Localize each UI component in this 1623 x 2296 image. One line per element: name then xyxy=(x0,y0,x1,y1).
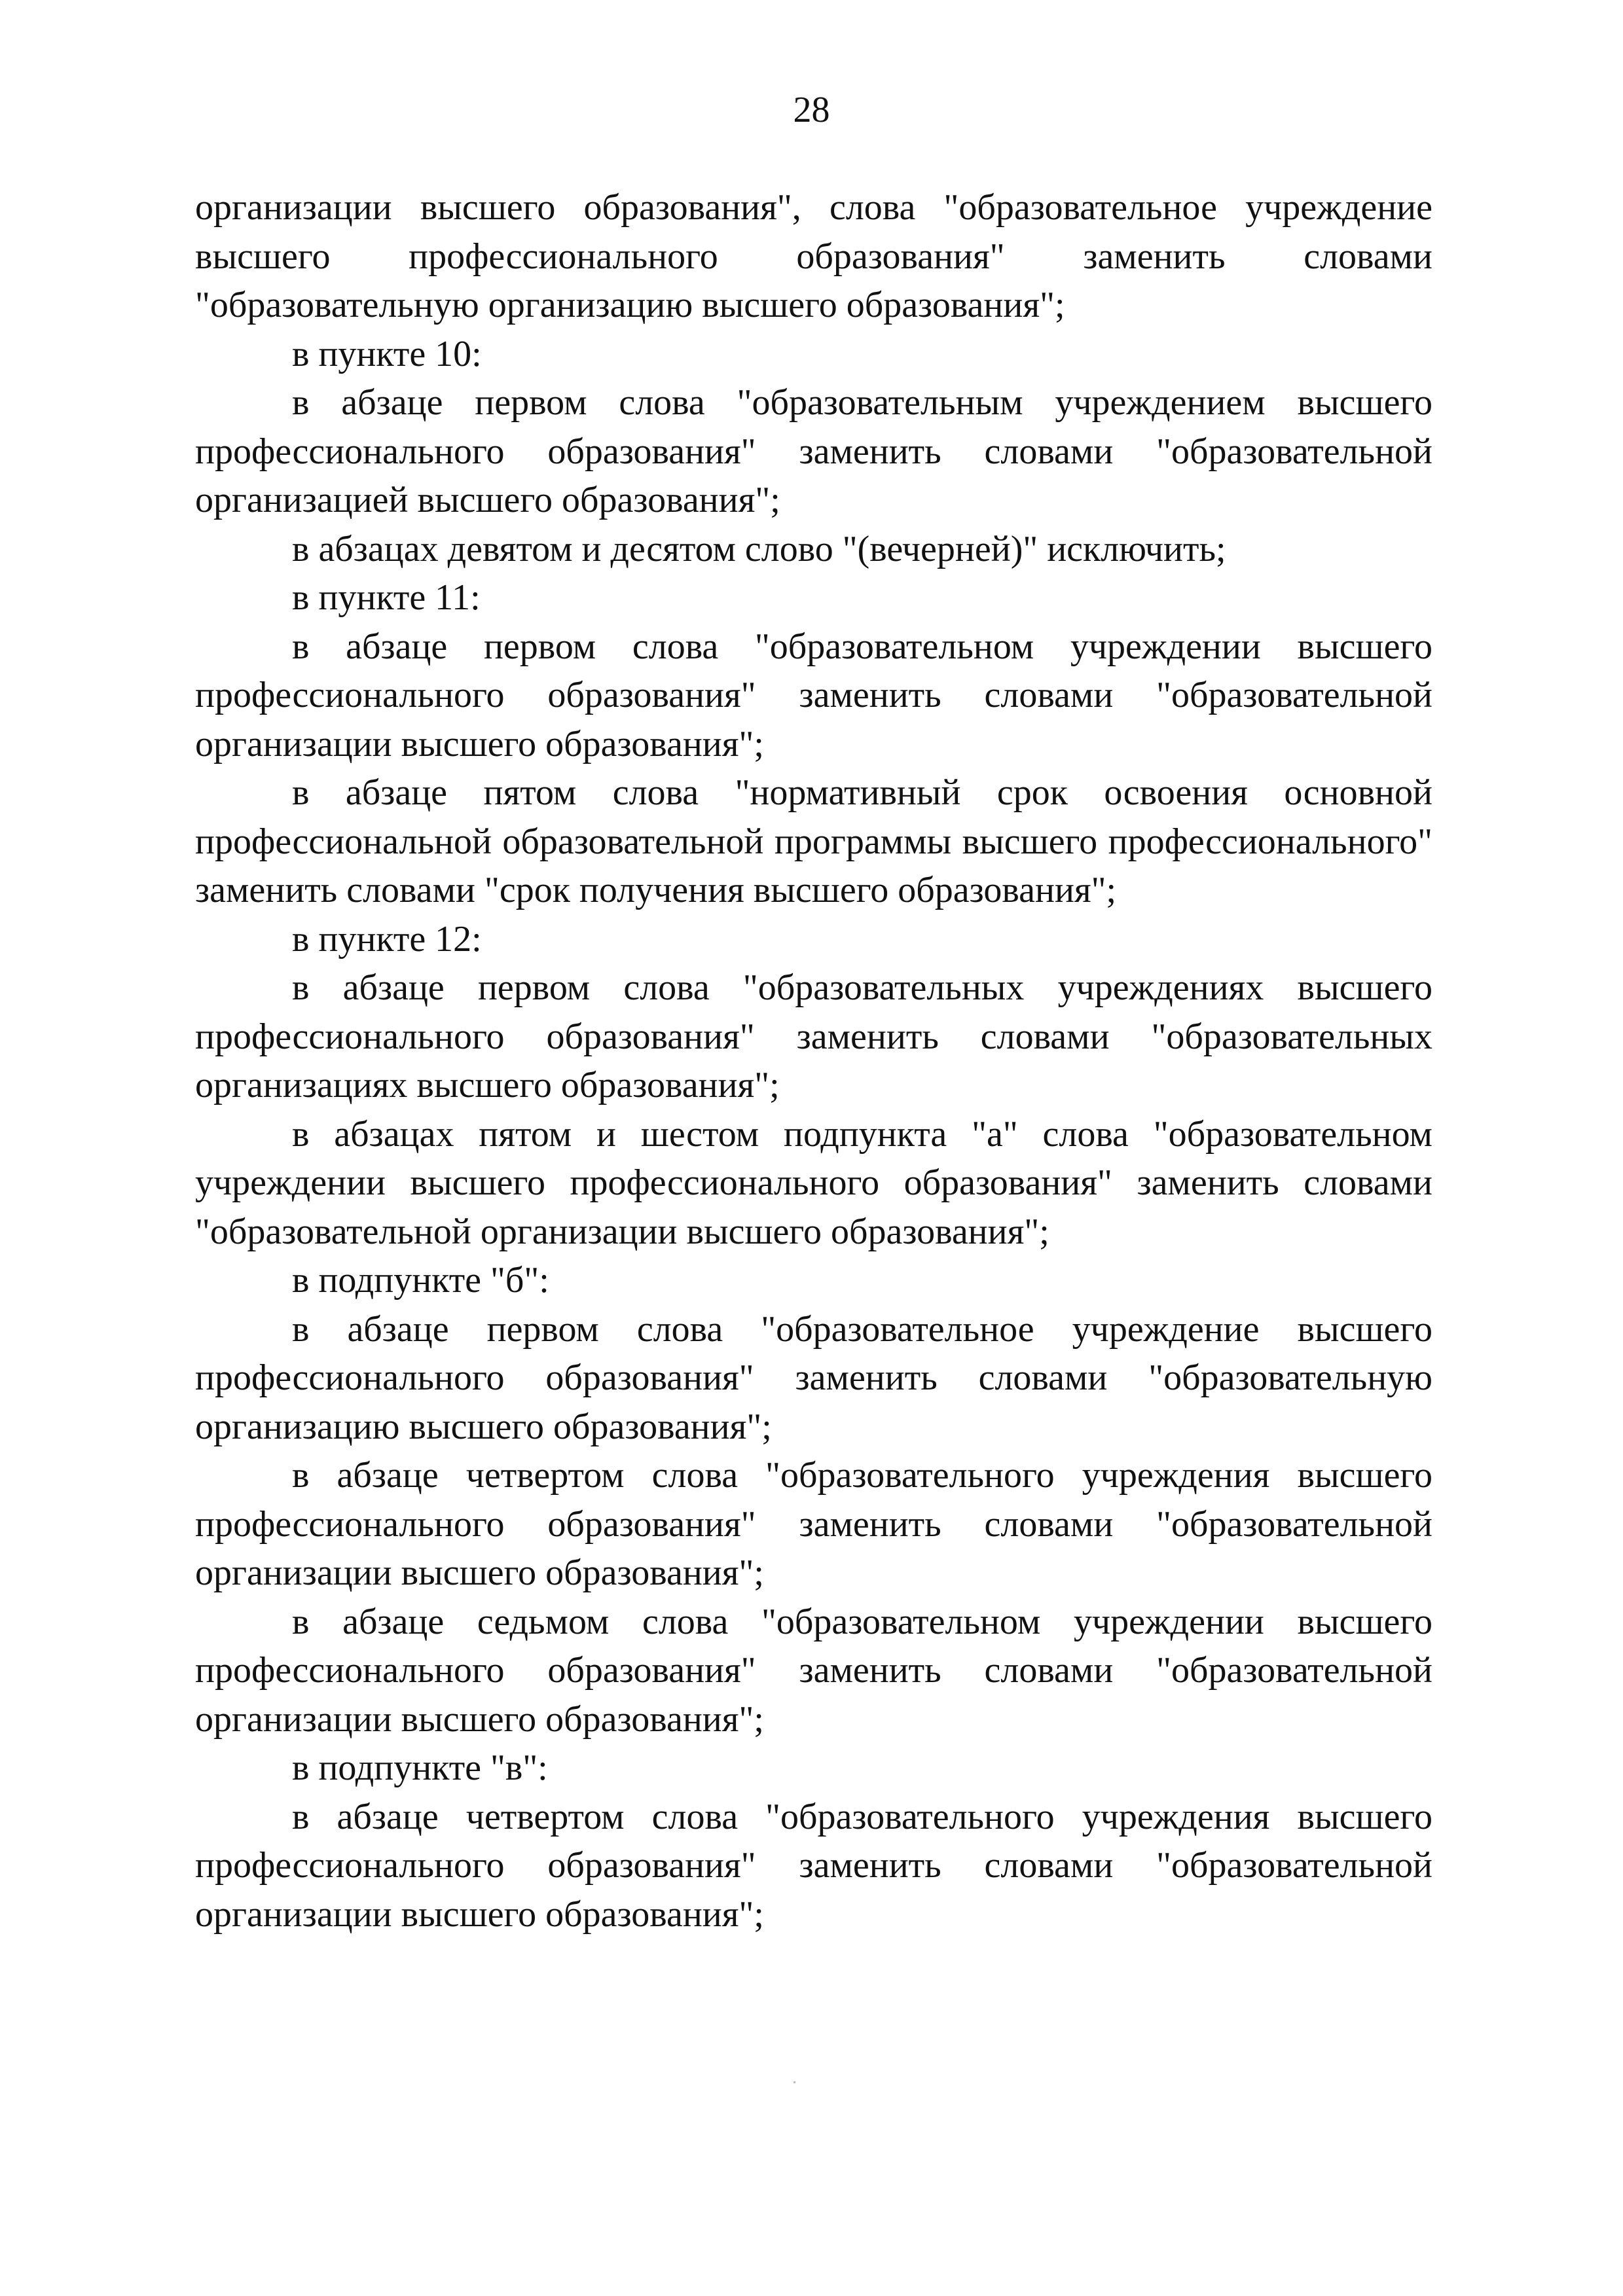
paragraph: в абзаце четвертом слова "образовательного учреждения высшего профессионального образования" заменить словами "образовательной организации высшего образования"; xyxy=(195,1796,1432,1935)
paragraph-item-11: в пункте 11: xyxy=(292,577,481,618)
paragraph: в абзаце пятом слова "нормативный срок освоения основной профессиональной образовательной программы высшего профессионального" заменить словами "срок получения высшего образования"; xyxy=(195,772,1432,910)
paragraph-continuation: организации высшего образования", слова "образовательное учреждение высшего профессионального образования" заменить словами "образовательную организацию высшего образования"; xyxy=(195,187,1432,325)
scan-speck xyxy=(793,2081,795,2083)
paragraph: в абзацах пятом и шестом подпункта "а" слова "образовательном учреждении высшего профессионального образования" заменить словами "образовательной организации высшего образования"; xyxy=(195,1113,1432,1252)
document-body xyxy=(195,183,1432,1939)
paragraph: в абзаце первом слова "образовательное учреждение высшего профессионального образования" заменить словами "образовательную организацию высшего образования"; xyxy=(195,1308,1432,1447)
paragraph-item-12: в пункте 12: xyxy=(292,918,482,960)
paragraph-item-10: в пункте 10: xyxy=(292,333,482,374)
paragraph: в абзаце четвертом слова "образовательного учреждения высшего профессионального образования" заменить словами "образовательной организации высшего образования"; xyxy=(195,1455,1432,1593)
paragraph-subitem-v: в подпункте "в": xyxy=(292,1748,548,1788)
paragraph: в абзаце первом слова "образовательных учреждениях высшего профессионального образования" заменить словами "образовательных организациях высшего образования"; xyxy=(195,967,1432,1105)
paragraph: в абзацах девятом и десятом слово "(вечерней)" исключить; xyxy=(292,528,1226,569)
paragraph-subitem-b: в подпункте "б": xyxy=(292,1260,549,1300)
paragraph: в абзаце седьмом слова "образовательном учреждении высшего профессионального образования" заменить словами "образовательной организации высшего образования"; xyxy=(195,1601,1432,1740)
paragraph: в абзаце первом слова "образовательным учреждением высшего профессионального образования" заменить словами "образовательной организацией высшего образования"; xyxy=(195,382,1432,520)
page-number: 28 xyxy=(793,90,830,130)
paragraph: в абзаце первом слова "образовательном учреждении высшего профессионального образования" заменить словами "образовательной организации высшего образования"; xyxy=(195,626,1432,764)
